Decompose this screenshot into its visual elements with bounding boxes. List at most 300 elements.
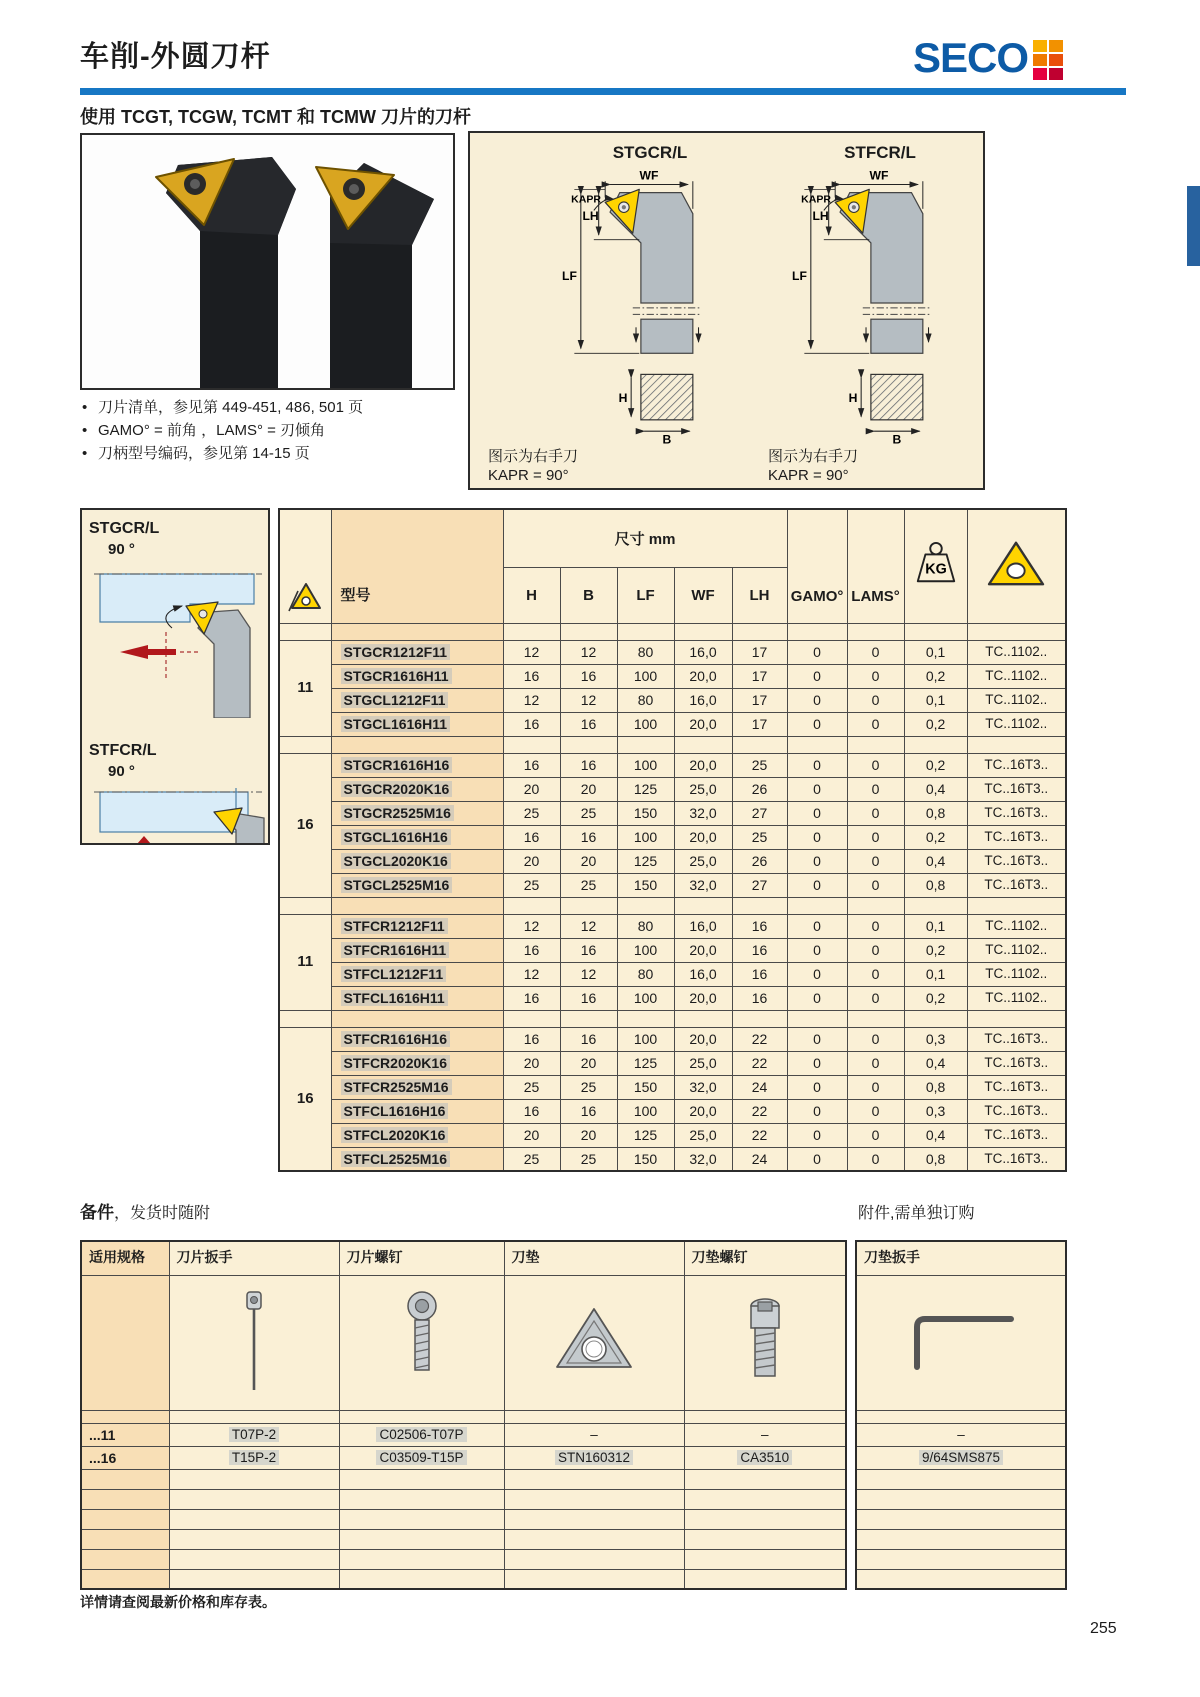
part-number-cell (339, 1469, 504, 1489)
model-number: STFCR2020K16 (341, 1055, 451, 1071)
group-separator-row (279, 897, 1066, 914)
part-number-cell (684, 1446, 846, 1469)
part-number-cell (504, 1569, 684, 1589)
dimension-cell: 0 (787, 962, 847, 986)
dimension-cell: 20 (560, 849, 617, 873)
dimension-cell: 0 (787, 986, 847, 1010)
insert-type-cell: TC..1102.. (967, 664, 1066, 688)
right-hand-note: 图示为右手刀 (768, 448, 859, 465)
logo-square (1033, 40, 1047, 52)
model-number: STFCR2525M16 (341, 1079, 452, 1095)
insert-type-cell: TC..16T3.. (967, 1027, 1066, 1051)
page-title: 车削-外圆刀杆 (80, 41, 271, 73)
dimension-cell: 0 (847, 688, 904, 712)
part-number-cell (339, 1423, 504, 1446)
spares-row (856, 1489, 1066, 1509)
dimension-cell: 100 (617, 986, 674, 1010)
app-title-stfcr: STFCR/L (89, 742, 157, 759)
group-size-label: 16 (279, 1027, 331, 1171)
dimension-cell: 16 (560, 664, 617, 688)
dimension-cell: 16 (560, 753, 617, 777)
hex-key-icon (901, 1307, 1021, 1373)
dimension-cell: 150 (617, 873, 674, 897)
dimension-cell: 16 (560, 1099, 617, 1123)
dimension-cell: 0 (787, 938, 847, 962)
tool-row (279, 688, 1066, 712)
dimension-cell: 16 (732, 962, 787, 986)
dimension-cell: 16 (560, 712, 617, 736)
dimension-cell: 20,0 (674, 825, 732, 849)
spares-row (81, 1489, 846, 1509)
part-number-cell (169, 1489, 339, 1509)
logo-square (1049, 40, 1063, 52)
stfcr-application-diagram (86, 786, 268, 844)
stgcr-dimension-diagram (558, 165, 753, 445)
model-cell (331, 1027, 503, 1051)
diagram-title-stfcr: STFCR/L (844, 143, 916, 162)
part-number-cell (339, 1489, 504, 1509)
part-number: C03509-T15P (376, 1450, 466, 1465)
weight-icon (913, 541, 959, 587)
dimension-cell: 16 (732, 914, 787, 938)
part-number-cell (169, 1469, 339, 1489)
dimension-cell: 16 (503, 664, 560, 688)
dimension-cell: 12 (560, 962, 617, 986)
tool-row (279, 1051, 1066, 1075)
dimension-header: 尺寸 mm (503, 509, 787, 567)
part-number-cell (684, 1469, 846, 1489)
model-cell (331, 1075, 503, 1099)
dimension-cell: 17 (732, 712, 787, 736)
part-number-cell: – (684, 1423, 846, 1446)
insert-type-cell: TC..16T3.. (967, 1051, 1066, 1075)
part-number-cell (856, 1410, 1066, 1423)
part-number-cell (856, 1469, 1066, 1489)
insert-type-cell: TC..16T3.. (967, 1123, 1066, 1147)
model-number: STFCL1616H11 (341, 990, 448, 1006)
app-title-stgcr: STGCR/L (89, 520, 160, 537)
dimension-cell: 0 (787, 849, 847, 873)
part-number-cell (856, 1509, 1066, 1529)
insert-type-cell: TC..16T3.. (967, 849, 1066, 873)
insert-type-column-header (967, 509, 1066, 623)
col-b: B (560, 567, 617, 623)
tool-row (279, 801, 1066, 825)
insert-type-cell: TC..1102.. (967, 986, 1066, 1010)
dimension-cell: 22 (732, 1027, 787, 1051)
spares-row (856, 1423, 1066, 1446)
dimension-cell: 25 (732, 825, 787, 849)
model-cell (331, 938, 503, 962)
dimension-cell: 25,0 (674, 849, 732, 873)
insert-type-cell: TC..16T3.. (967, 753, 1066, 777)
group-separator-row (279, 623, 1066, 640)
dimension-cell: 0 (847, 640, 904, 664)
part-number-cell (169, 1446, 339, 1469)
tool-row (279, 938, 1066, 962)
app-angle-stfcr: 90 ° (108, 763, 135, 780)
dimension-cell: 0,3 (904, 1099, 967, 1123)
dimension-cell: 0,4 (904, 1123, 967, 1147)
spec-cell: ...11 (81, 1423, 169, 1446)
page-edge-tab (1187, 186, 1200, 266)
model-cell (331, 962, 503, 986)
part-number: CA3510 (737, 1450, 792, 1465)
dimension-cell: 0 (787, 688, 847, 712)
spec-cell (81, 1469, 169, 1489)
spares-row (856, 1509, 1066, 1529)
insert-type-cell: TC..16T3.. (967, 777, 1066, 801)
dimension-cell: 12 (560, 640, 617, 664)
spares-row (81, 1446, 846, 1469)
product-photo (80, 133, 455, 390)
spec-cell (81, 1509, 169, 1529)
dimension-cell: 32,0 (674, 1075, 732, 1099)
tool-row (279, 1075, 1066, 1099)
dimension-cell: 100 (617, 825, 674, 849)
col-wf: WF (674, 567, 732, 623)
application-panel (80, 508, 270, 845)
dimension-cell: 25,0 (674, 777, 732, 801)
insert-wrench-column-header: 刀片扳手 (169, 1241, 339, 1275)
svg-text:B: B (662, 432, 672, 445)
spec-cell (81, 1549, 169, 1569)
footer-note: 详情请查阅最新价格和库存表。 (80, 1594, 276, 1610)
dimension-cell: 0 (787, 1123, 847, 1147)
insert-type-cell: TC..1102.. (967, 938, 1066, 962)
header-divider (80, 88, 1126, 95)
part-number-cell (504, 1549, 684, 1569)
part-number-cell (169, 1569, 339, 1589)
part-number: T07P-2 (229, 1427, 279, 1442)
insert-shape-column-header (279, 509, 331, 623)
part-number: C02506-T07P (376, 1427, 466, 1442)
dimension-cell: 20 (560, 777, 617, 801)
dimension-cell: 0 (847, 986, 904, 1010)
dimension-cell: 27 (732, 801, 787, 825)
model-number: STGCL2020K16 (341, 853, 451, 869)
dimension-cell: 100 (617, 753, 674, 777)
spec-column-header: 适用规格 (81, 1241, 169, 1275)
dimension-cell: 0 (787, 914, 847, 938)
group-separator-row (279, 1010, 1066, 1027)
dimension-cell: 150 (617, 1147, 674, 1171)
dimension-cell: 22 (732, 1099, 787, 1123)
spares-row (81, 1509, 846, 1529)
note-angles: GAMO° = 前角 ，LAMS° = 刃倾角 (98, 422, 326, 439)
model-number: STGCR2020K16 (341, 781, 453, 797)
model-number: STGCR1212F11 (341, 644, 451, 660)
model-cell (331, 753, 503, 777)
dimension-cell: 25 (503, 801, 560, 825)
dimension-cell: 0 (787, 664, 847, 688)
dimension-cell: 100 (617, 1027, 674, 1051)
dimension-cell: 20 (503, 1051, 560, 1075)
dimension-cell: 20 (560, 1123, 617, 1147)
model-cell (331, 1051, 503, 1075)
accessories-heading: 附件,需单独订购 (858, 1205, 975, 1222)
part-number-cell (169, 1549, 339, 1569)
dimension-cell: 32,0 (674, 801, 732, 825)
part-number-cell (504, 1529, 684, 1549)
dimension-cell: 0,2 (904, 825, 967, 849)
stgcr-application-diagram (86, 566, 268, 718)
insert-screw-icon (402, 1290, 442, 1390)
insert-type-cell: TC..16T3.. (967, 1075, 1066, 1099)
dimension-cell: 20,0 (674, 712, 732, 736)
part-number-cell (856, 1446, 1066, 1469)
dimension-cell: 0,2 (904, 712, 967, 736)
dimension-cell: 25 (560, 1075, 617, 1099)
dimension-cell: 12 (503, 962, 560, 986)
shim-screw-icon (745, 1294, 785, 1386)
dimension-cell: 16 (560, 986, 617, 1010)
part-number-cell (504, 1489, 684, 1509)
dimension-cell: 12 (503, 914, 560, 938)
dimension-cell: 0,4 (904, 1051, 967, 1075)
model-cell (331, 664, 503, 688)
dimension-cell: 20,0 (674, 1027, 732, 1051)
svg-text:LF: LF (792, 269, 807, 284)
dimension-cell: 0 (847, 1051, 904, 1075)
spares-row (81, 1569, 846, 1589)
dimension-cell: 12 (560, 688, 617, 712)
dimension-cell: 16 (503, 1099, 560, 1123)
dimension-cell: 0 (847, 873, 904, 897)
dimension-cell: 0 (787, 753, 847, 777)
dimension-cell: 16,0 (674, 688, 732, 712)
dimension-cell: 22 (732, 1051, 787, 1075)
insert-type-cell: TC..1102.. (967, 688, 1066, 712)
dimension-cell: 12 (503, 688, 560, 712)
svg-text:LH: LH (582, 209, 599, 224)
model-cell (331, 849, 503, 873)
model-number: STFCL2020K16 (341, 1127, 449, 1143)
spares-row (81, 1410, 846, 1423)
torx-wrench-icon (239, 1286, 269, 1394)
weight-column-header (904, 509, 967, 623)
dimension-cell: 0,2 (904, 938, 967, 962)
model-number: STGCL1616H11 (341, 716, 451, 732)
dimension-cell: 16 (503, 825, 560, 849)
dimension-cell: 22 (732, 1123, 787, 1147)
tool-row (279, 849, 1066, 873)
gamo-column-header: GAMO° (787, 509, 847, 623)
insert-type-cell: TC..16T3.. (967, 1099, 1066, 1123)
part-number-cell (339, 1569, 504, 1589)
part-number-cell (684, 1569, 846, 1589)
dimension-cell: 100 (617, 938, 674, 962)
model-cell (331, 914, 503, 938)
part-number-cell (339, 1446, 504, 1469)
part-number-cell (856, 1489, 1066, 1509)
dimension-cell: 125 (617, 1123, 674, 1147)
intro-notes (82, 396, 462, 465)
dimension-cell: 16 (503, 938, 560, 962)
part-number: STN160312 (555, 1450, 633, 1465)
dimension-cell: 32,0 (674, 1147, 732, 1171)
shim-icon (551, 1303, 637, 1377)
large-insert-icon (985, 538, 1047, 590)
dimension-cell: 17 (732, 640, 787, 664)
dimension-cell: 0 (787, 1075, 847, 1099)
dimension-cell: 0 (787, 873, 847, 897)
model-cell (331, 1123, 503, 1147)
tool-row (279, 1027, 1066, 1051)
dimension-diagram-panel (468, 131, 985, 490)
spares-row (856, 1469, 1066, 1489)
dimension-cell: 0 (847, 801, 904, 825)
part-number-cell (504, 1410, 684, 1423)
page-subtitle: 使用 TCGT, TCGW, TCMT 和 TCMW 刀片的刀杆 (80, 107, 471, 127)
dimension-cell: 20 (503, 777, 560, 801)
spares-row (856, 1410, 1066, 1423)
svg-text:KAPR: KAPR (571, 193, 601, 206)
svg-text:H: H (618, 390, 628, 405)
dimension-cell: 16 (732, 938, 787, 962)
dimension-cell: 20,0 (674, 664, 732, 688)
dimension-cell: 100 (617, 1099, 674, 1123)
dimension-cell: 16 (503, 1027, 560, 1051)
dimension-cell: 0 (847, 938, 904, 962)
tool-row (279, 962, 1066, 986)
dimension-cell: 20 (503, 849, 560, 873)
part-number-cell (169, 1423, 339, 1446)
insert-type-cell: TC..1102.. (967, 914, 1066, 938)
dimension-cell: 0,4 (904, 849, 967, 873)
spares-row (856, 1549, 1066, 1569)
dimension-cell: 0,8 (904, 873, 967, 897)
dimension-cell: 25 (503, 1147, 560, 1171)
small-insert-icon (287, 581, 323, 613)
dimension-cell: 26 (732, 849, 787, 873)
dimension-cell: 80 (617, 914, 674, 938)
dimension-cell: 16 (503, 753, 560, 777)
model-number: STFCR1616H11 (341, 942, 450, 958)
dimension-cell: 12 (503, 640, 560, 664)
tool-row (279, 1099, 1066, 1123)
dimension-cell: 0 (787, 825, 847, 849)
dimension-cell: 0,2 (904, 664, 967, 688)
logo-square (1049, 54, 1063, 66)
part-number-cell (339, 1410, 504, 1423)
logo-square (1033, 68, 1047, 80)
insert-screw-column-header: 刀片螺钉 (339, 1241, 504, 1275)
svg-text:B: B (892, 432, 902, 445)
spares-row (856, 1569, 1066, 1589)
part-number-cell (856, 1569, 1066, 1589)
right-hand-note: 图示为右手刀 (488, 448, 579, 465)
part-number-cell (856, 1549, 1066, 1569)
dimension-cell: 0 (847, 664, 904, 688)
dimension-cell: 125 (617, 1051, 674, 1075)
tool-row (279, 777, 1066, 801)
dimension-cell: 20 (503, 1123, 560, 1147)
model-number: STGCL2525M16 (341, 877, 453, 893)
shim-column-header: 刀垫 (504, 1241, 684, 1275)
part-number-cell (504, 1509, 684, 1529)
bullet-icon: • (82, 399, 88, 416)
model-number: STFCL1212F11 (341, 966, 447, 982)
model-cell (331, 777, 503, 801)
spares-row (81, 1549, 846, 1569)
part-number-cell (169, 1509, 339, 1529)
spares-row (81, 1423, 846, 1446)
tool-row (279, 664, 1066, 688)
part-number-cell (169, 1529, 339, 1549)
bullet-icon: • (82, 445, 88, 462)
dimension-cell: 32,0 (674, 873, 732, 897)
svg-text:WF: WF (639, 168, 659, 183)
dimension-cell: 125 (617, 777, 674, 801)
dimension-cell: 0 (847, 849, 904, 873)
dimension-cell: 100 (617, 712, 674, 736)
dimension-cell: 0,1 (904, 914, 967, 938)
col-h: H (503, 567, 560, 623)
dimension-cell: 80 (617, 962, 674, 986)
part-number-cell (339, 1549, 504, 1569)
dimension-cell: 16 (503, 712, 560, 736)
spares-table (80, 1240, 847, 1590)
svg-text:WF: WF (869, 168, 889, 183)
part-number-cell (684, 1549, 846, 1569)
accessories-table (855, 1240, 1067, 1590)
dimension-cell: 0,2 (904, 753, 967, 777)
spares-row (81, 1469, 846, 1489)
model-cell (331, 640, 503, 664)
dimension-cell: 0 (847, 1075, 904, 1099)
dimension-cell: 25 (560, 1147, 617, 1171)
dimension-cell: 0,4 (904, 777, 967, 801)
kapr-note: KAPR = 90° (768, 467, 849, 484)
dimension-cell: 20,0 (674, 938, 732, 962)
tool-row (279, 986, 1066, 1010)
dimension-cell: 0 (847, 914, 904, 938)
dimension-cell: 0 (787, 640, 847, 664)
model-cell (331, 873, 503, 897)
toolholders-photo-illustration (82, 135, 453, 388)
dimension-cell: 80 (617, 640, 674, 664)
tool-row (279, 825, 1066, 849)
dimension-cell: 24 (732, 1147, 787, 1171)
insert-type-cell: TC..16T3.. (967, 825, 1066, 849)
dimension-cell: 16,0 (674, 962, 732, 986)
tool-row (279, 712, 1066, 736)
dimension-cell: 0 (787, 1147, 847, 1171)
part-number-cell (684, 1489, 846, 1509)
insert-type-cell: TC..16T3.. (967, 801, 1066, 825)
model-cell (331, 1147, 503, 1171)
main-dimension-table (278, 508, 1065, 1172)
insert-type-cell: TC..16T3.. (967, 1147, 1066, 1171)
dimension-cell: 0 (847, 1147, 904, 1171)
dimension-cell: 25 (503, 873, 560, 897)
dimension-cell: 0 (787, 801, 847, 825)
dimension-cell: 0,1 (904, 688, 967, 712)
part-number-cell (504, 1446, 684, 1469)
spec-cell (81, 1569, 169, 1589)
model-column-header: 型号 (331, 509, 503, 623)
col-lh: LH (732, 567, 787, 623)
dimension-cell: 0 (847, 1123, 904, 1147)
dimension-cell: 150 (617, 1075, 674, 1099)
insert-type-cell: TC..1102.. (967, 712, 1066, 736)
part-number-cell (684, 1509, 846, 1529)
dimension-cell: 20,0 (674, 1099, 732, 1123)
model-cell (331, 986, 503, 1010)
model-cell (331, 1099, 503, 1123)
tool-row (279, 1147, 1066, 1171)
